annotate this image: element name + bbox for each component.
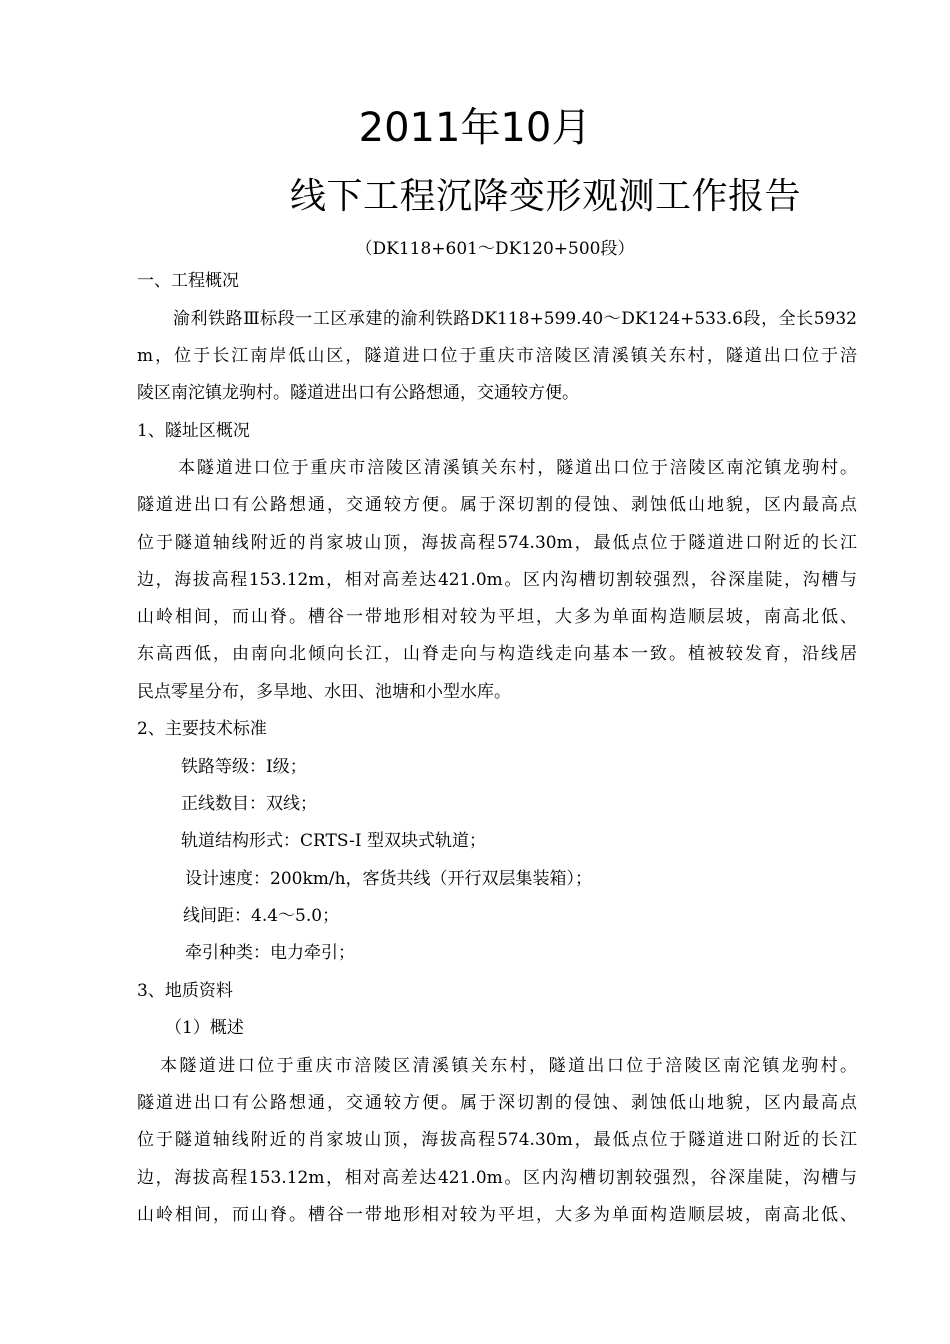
paragraph-line: 渝利铁路Ⅲ标段一工区承建的渝利铁路DK118+599.40～DK124+533.6段，全长5932 bbox=[173, 309, 857, 329]
paragraph-line: 隧道进出口有公路想通，交通较方便。属于深切割的侵蚀、剥蚀低山地貌，区内最高点 bbox=[137, 1093, 857, 1113]
standard-item: 轨道结构形式：CRTS-I 型双块式轨道； bbox=[181, 831, 486, 851]
report-subtitle: （DK118+601～DK120+500段） bbox=[355, 239, 635, 259]
section-heading-tunnel-site: 1、隧址区概况 bbox=[137, 421, 250, 441]
section-heading-geology: 3、地质资料 bbox=[137, 981, 233, 1001]
paragraph-line: 东高西低，由南向北倾向长江，山脊走向与构造线走向基本一致。植被较发育，沿线居 bbox=[137, 644, 857, 664]
paragraph-line: 民点零星分布，多旱地、水田、池塘和小型水库。 bbox=[137, 682, 511, 702]
paragraph-line: 边，海拔高程153.12m，相对高差达421.0m。区内沟槽切割较强烈，谷深崖陡，沟槽与 bbox=[137, 570, 857, 590]
report-title: 线下工程沉降变形观测工作报告 bbox=[290, 176, 802, 217]
subsection-heading-overview: （1）概述 bbox=[165, 1018, 244, 1038]
section-heading-project-overview: 一、工程概况 bbox=[137, 271, 239, 291]
paragraph-line: 山岭相间，而山脊。槽谷一带地形相对较为平坦，大多为单面构造顺层坡，南高北低、 bbox=[137, 607, 857, 627]
paragraph-line: 边，海拔高程153.12m，相对高差达421.0m。区内沟槽切割较强烈，谷深崖陡，沟槽与 bbox=[137, 1168, 857, 1188]
standard-item: 正线数目：双线； bbox=[181, 794, 317, 814]
paragraph-line: 本隧道进口位于重庆市涪陵区清溪镇关东村，隧道出口位于涪陵区南沱镇龙驹村。 bbox=[178, 458, 857, 478]
paragraph-line: m，位于长江南岸低山区，隧道进口位于重庆市涪陵区清溪镇关东村，隧道出口位于涪 bbox=[137, 346, 857, 366]
paragraph-line: 陵区南沱镇龙驹村。隧道进出口有公路想通，交通较方便。 bbox=[137, 383, 579, 403]
standard-item: 牵引种类：电力牵引； bbox=[185, 943, 355, 963]
report-date-title: 2011年10月 bbox=[358, 105, 592, 151]
paragraph-line: 本隧道进口位于重庆市涪陵区清溪镇关东村，隧道出口位于涪陵区南沱镇龙驹村。 bbox=[160, 1056, 857, 1076]
standard-item: 线间距：4.4～5.0； bbox=[183, 906, 340, 926]
standard-item: 设计速度：200km/h，客货共线（开行双层集装箱）； bbox=[185, 869, 593, 889]
paragraph-line: 位于隧道轴线附近的肖家坡山顶，海拔高程574.30m，最低点位于隧道进口附近的长江 bbox=[137, 533, 857, 553]
standard-item: 铁路等级：Ⅰ级； bbox=[181, 757, 307, 777]
paragraph-line: 山岭相间，而山脊。槽谷一带地形相对较为平坦，大多为单面构造顺层坡，南高北低、 bbox=[137, 1205, 857, 1225]
paragraph-line: 位于隧道轴线附近的肖家坡山顶，海拔高程574.30m，最低点位于隧道进口附近的长江 bbox=[137, 1130, 857, 1150]
section-heading-tech-standards: 2、主要技术标准 bbox=[137, 719, 267, 739]
paragraph-line: 隧道进出口有公路想通，交通较方便。属于深切割的侵蚀、剥蚀低山地貌，区内最高点 bbox=[137, 495, 857, 515]
